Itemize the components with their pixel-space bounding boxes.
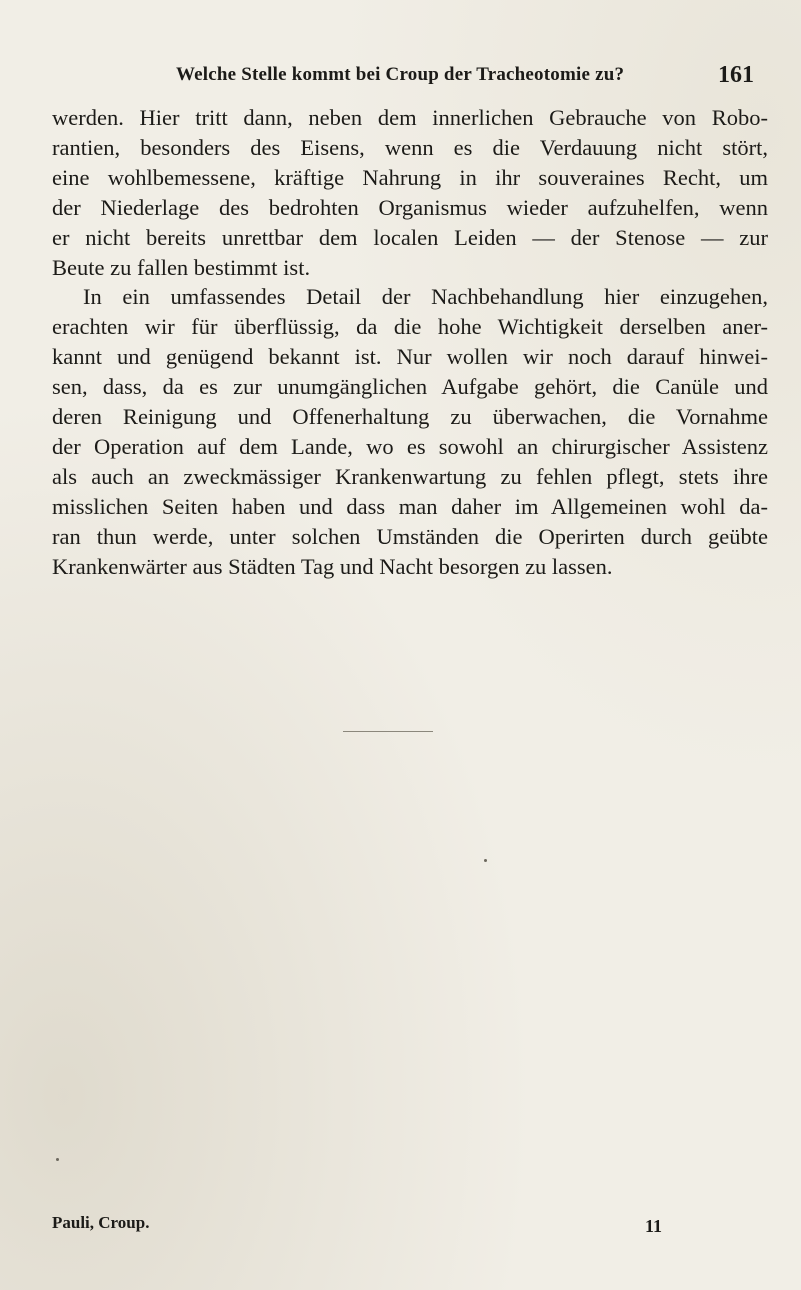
text-line: Krankenwärter aus Städten Tag und Nacht besorgen zu lassen. (52, 553, 613, 579)
text-line: werden. Hier tritt dann, neben dem innerlichen Gebrauche von Robo- (52, 105, 768, 130)
text-line: deren Reinigung und Offenerhaltung zu überwachen, die Vornahme (52, 404, 768, 430)
text-line: Beute zu fallen bestimmt ist. (52, 254, 311, 280)
text-line: sen, dass, da es zur unumgänglichen Aufgabe gehört, die Canüle und (52, 374, 768, 400)
text-line: misslichen Seiten haben und dass man daher im Allgemeinen wohl da- (52, 493, 768, 519)
paragraph-2 (52, 282, 768, 581)
text-line: als auch an zweckmässiger Krankenwartung zu fehlen pflegt, stets ihre (52, 463, 768, 489)
section-divider (343, 731, 433, 732)
paragraph-1 (52, 103, 768, 282)
paper-speck (484, 859, 487, 862)
text-line: eine wohlbemessene, kräftige Nahrung in ihr souveraines Recht, um (52, 164, 768, 190)
text-line: er nicht bereits unrettbar dem localen Leiden — der Stenose — zur (52, 224, 768, 250)
text-line: der Operation auf dem Lande, wo es sowohl an chirurgischer Assistenz (52, 433, 768, 459)
text-line: erachten wir für überflüssig, da die hohe Wichtigkeit derselben aner- (52, 314, 768, 340)
text-line: der Niederlage des bedrohten Organismus wieder aufzuhelfen, wenn (52, 194, 768, 220)
text-line: ran thun werde, unter solchen Umständen die Operirten durch geübte (52, 523, 768, 549)
running-head: Welche Stelle kommt bei Croup der Tracheotomie zu? (176, 64, 625, 85)
text-line: In ein umfassendes Detail der Nachbehandlung hier einzugehen, (83, 284, 768, 310)
body-text (52, 103, 768, 582)
paper-speck (56, 1158, 59, 1161)
page-number: 161 (718, 62, 754, 88)
signature-mark: Pauli, Croup. (52, 1213, 150, 1232)
text-line: rantien, besonders des Eisens, wenn es die Verdauung nicht stört, (52, 134, 768, 160)
signature-number: 11 (645, 1216, 663, 1236)
text-line: kannt und genügend bekannt ist. Nur wollen wir noch darauf hinwei- (52, 344, 768, 370)
